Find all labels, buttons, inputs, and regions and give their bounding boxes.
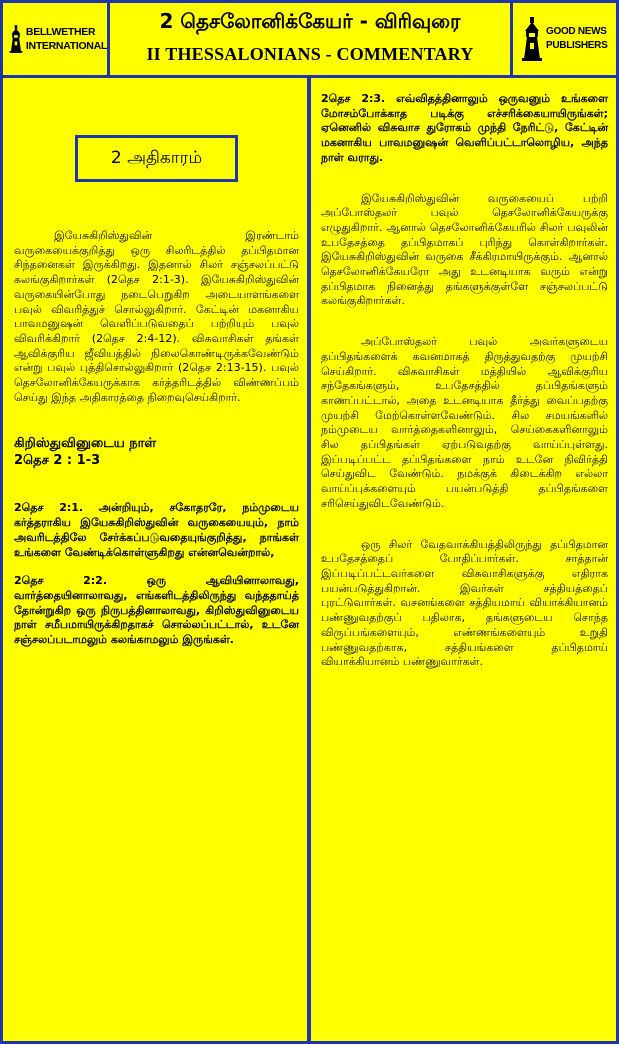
logo-text-line-2: INTERNATIONAL [25, 40, 107, 52]
page-header [110, 3, 510, 75]
title-tamil: 2 தெசலோனிக்கேயர் - விரிவுரை [159, 9, 461, 33]
bell-tower-icon [9, 17, 23, 61]
left-column [3, 78, 307, 1041]
bell-tower-icon [521, 17, 543, 61]
verse-2: 2தெச 2:2. ஒரு ஆவியினாலாவது, வார்த்தையினாலாவது, எங்களிடத்திலிருந்து வந்ததாய்த் தோன்றுகிற ஒரு நிருபத்தினாலாவது, கிறிஸ்துவினுடைய நாள் சமீபமாயிருக்கிறதாகச் சொல்லப்பட்டால், உடனே சஞ்சலப்படாமலும் கலங்காமலும் இருங்கள். [14, 574, 299, 647]
verse-1: 2தெச 2:1. அன்றியும், சகோதரரே, நம்முடைய கர்த்தராகிய இயேசுகிறிஸ்துவின் வருகையையும், நாம் அவரிடத்திலே சேர்க்கப்படுவதையுங்குறித்து, நாங்கள் உங்களை வேண்டிக்கொள்ளுகிறது என்னவென்றால், [14, 501, 299, 559]
verse-3: 2தெச 2:3. எவ்விதத்தினாலும் ஒருவனும் உங்களை மோசம்போக்காத படிக்கு எச்சரிக்கையாயிருங்கள்; ஏனெனில் விசுவாச துரோகம் முந்தி நேரிட்டு, கேட்டின் மகனாகிய பாவமனுஷன் வெளிப்பட்டாலொழிய, அந்த நாள் வராது. [321, 92, 608, 164]
section-reference: 2தெச 2 : 1-3 [14, 453, 101, 469]
logo-text-line-2: PUBLISHERS [546, 40, 608, 51]
commentary-paragraph-2: அப்போஸ்தலர் பவுல் அவர்களுடைய தப்பிதங்களைக் கவனமாகத் திருத்துவதற்கு முயற்சி செய்கிறார். விசுவாசிகள் மத்தியில் ஆவிக்குரிய சந்தேகங்களும், உபதேசத்தில் தப்பிதங்களும் காணப்பட்டால், அதை உடனடியாக தீர்த்து வைப்பதற்கு முயற்சி மேற்கொள்ளவேண்டும். சில சமயங்களில் நம்முடைய வார்த்தைகளினாலும், செய்கைகளினாலும் சில தப்பிதங்கள் ஏற்படுவதற்கு வாய்ப்புள்ளது. இப்படிப்பட்ட தப்பிதங்களை நாம் உடனே நிவிர்த்தி செய்துவிட வேண்டும். நமக்குக் கிடைக்கிற எல்லா வாய்ப்புக்களையும் பயன்படுத்தி தப்பிதங்களை சரிசெய்துவிடவேண்டும். [321, 335, 608, 510]
logo-text-line-1: GOOD NEWS [546, 26, 607, 37]
commentary-paragraph-3: ஒரு சிலர் வேதவாக்கியத்திலிருந்து தப்பிதமான உபதேசத்தைப் போதிப்பார்கள். சாத்தான் இப்படிப்பட்டவர்களை விசுவாசிகளுக்கு எதிராக பயன்படுத்துகிறான். இவர்கள் சத்தியத்தைப் புரட்டுவார்கள். வசனங்களை சத்தியமாய் வியாக்கியானம் பண்ணுவதற்குப் பதிலாக, தங்களுடைய சொந்த விருப்பங்களையும், எண்ணங்களையும் உறுதி பண்ணுவதற்காக, சத்தியங்களை தப்பிதமாய் வியாக்கியானம் பண்ணுவார்கள். [321, 537, 608, 669]
chapter-label: 2 அதிகாரம் [75, 135, 238, 182]
title-english: II THESSALONIANS - COMMENTARY [146, 44, 474, 64]
logo-text-line-1: BELLWETHER [25, 26, 96, 38]
bellwether-logo [3, 3, 107, 75]
section-heading: கிறிஸ்துவினுடைய நாள் [14, 436, 157, 452]
commentary-paragraph-1: இயேசுகிறிஸ்துவின் வருகையைப் பற்றி அப்போஸ்தலர் பவுல் தெசலோனிக்கேயருக்கு எழுதுகிறார். ஆனால் தெசலோனிக்கேயரில் சிலர் பவுலின் உபதேசத்தை தப்பிதமாகப் புரிந்து கொள்கிறார்கள். இயேசுகிறிஸ்துவின் வருகை சீக்கிரமாயிருக்கும். ஆனால் தெசலோனிக்கேயரோ அது உடனடியாக வரும் என்று தப்பிதமாக நினைத்து தங்களுக்குள்ளே சஞ்சலப்பட்டு கலங்குகிறார்கள். [321, 191, 608, 308]
right-column [311, 78, 616, 1041]
intro-paragraph: இயேசுகிறிஸ்துவின் இரண்டாம் வருகையைக்குறித்து ஒரு சிலரிடத்தில் தப்பிதமான சிந்தனைகள் இருக்கிறது. இதனால் சிலர் சஞ்சலப்பட்டு கலங்குகிறார்கள் (2தெச 2:1-3). இயேசுகிறிஸ்துவின் வருகையின்போது நடைபெறுகிற அடையாளங்களை பவுல் விவரித்துச் சொல்லுகிறார். கேட்டின் மகனாகிய பாவமனுஷன் வெளிப்படுவதைப் பற்றியும் பவுல் விவரிக்கிறார் (2தெச 2:4-12). விசுவாசிகள் தங்கள் ஆவிக்குரிய ஜீவியத்தில் நிலைகொண்டிருக்கவேண்டும் என்று பவுல் புத்திசொல்லுகிறார் (2தெச 2:13-15). பவுல் தெசலோனிக்கேயருக்காக கர்த்தரிடத்தில் விண்ணப்பம் செய்து இந்த அதிகாரத்தை நிறைவுசெய்கிறார். [14, 229, 299, 404]
good-news-logo [513, 3, 616, 75]
